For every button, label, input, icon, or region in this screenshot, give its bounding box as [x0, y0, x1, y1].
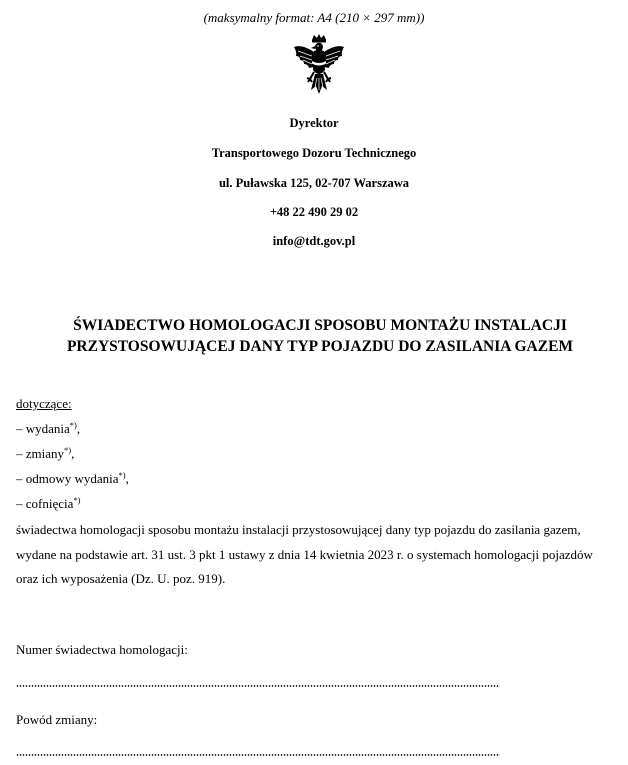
document-title-line-2: PRZYSTOSOWUJĄCEJ DANY TYP POJAZDU DO ZASILANIA GAZEM — [66, 338, 574, 355]
option-suffix: , — [76, 421, 81, 436]
legal-basis-paragraph — [16, 518, 628, 592]
footnote-mark: *) — [118, 470, 126, 480]
option-refusal[interactable] — [16, 470, 129, 488]
option-suffix: , — [125, 471, 129, 486]
paragraph-line-3: oraz ich wyposażenia (Dz. U. poz. 919). — [16, 571, 226, 586]
certificate-number-label: Numer świadectwa homologacji: — [16, 642, 188, 657]
option-withdrawal[interactable] — [16, 495, 80, 513]
change-reason-field[interactable] — [16, 754, 500, 756]
certificate-number-field[interactable] — [16, 685, 500, 687]
concerning-label: dotyczące: — [16, 396, 72, 411]
footnote-mark: *) — [73, 495, 81, 505]
issuer-phone: +48 22 490 29 02 — [269, 205, 359, 219]
paragraph-line-2: wydane na podstawie art. 31 ust. 3 pkt 1 ustawy z dnia 14 kwietnia 2023 r. o systemach homologacji pojazdów — [16, 546, 593, 562]
option-text: – odmowy wydania — [16, 471, 119, 486]
eagle-emblem-icon — [292, 34, 346, 96]
document-title-line-1: ŚWIADECTWO HOMOLOGACJI SPOSOBU MONTAŻU INSTALACJI — [73, 317, 567, 334]
option-issuance[interactable] — [16, 420, 80, 438]
change-reason-label: Powód zmiany: — [16, 712, 98, 727]
option-change[interactable] — [16, 445, 74, 463]
option-text: – cofnięcia — [16, 496, 74, 511]
footnote-mark: *) — [69, 420, 77, 430]
paragraph-line-1: świadectwa homologacji sposobu montażu instalacji przystosowującej dany typ pojazdu do zasilania gazem, — [16, 522, 581, 537]
format-note: (maksymalny format: A4 (210 × 297 mm)) — [203, 10, 425, 25]
issuer-institution: Transportowego Dozoru Technicznego — [211, 146, 417, 160]
issuer-address: ul. Puławska 125, 02-707 Warszawa — [218, 176, 410, 190]
document-title — [0, 315, 628, 357]
issuer-email: info@tdt.gov.pl — [272, 234, 356, 248]
option-text: – zmiany — [16, 446, 65, 461]
option-suffix: , — [71, 446, 75, 461]
footnote-mark: *) — [64, 445, 72, 455]
option-text: – wydania — [16, 421, 70, 436]
issuer-title: Dyrektor — [289, 116, 339, 130]
